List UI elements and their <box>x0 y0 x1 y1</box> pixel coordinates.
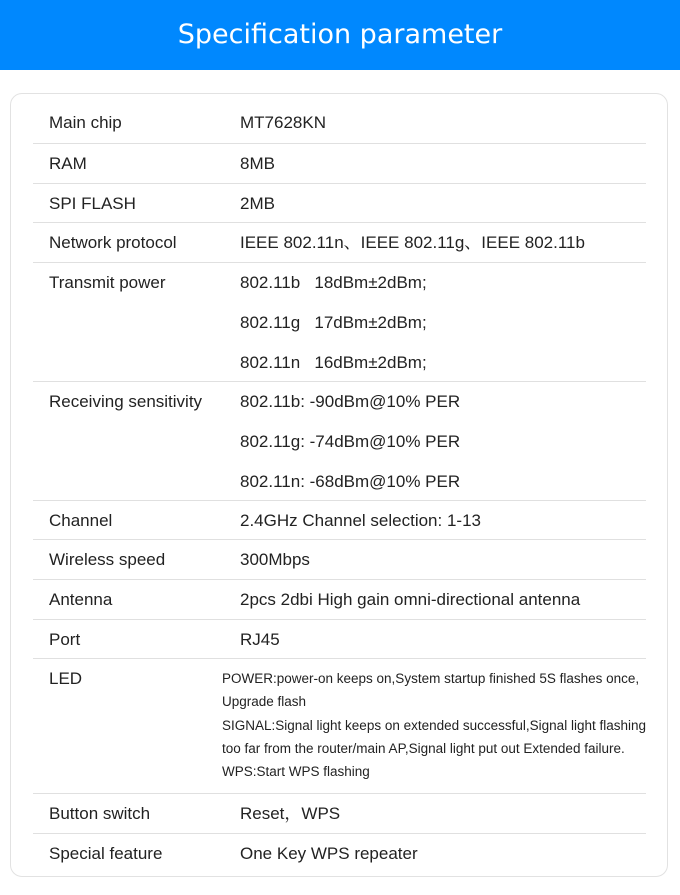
spec-row <box>33 794 646 834</box>
spec-value-line: Reset，WPS <box>240 804 341 823</box>
spec-value-line: too far from the router/main AP,Signal light put out Extended failure. <box>221 740 625 756</box>
spec-row <box>33 263 646 382</box>
spec-value-line: 802.11n 16dBm±2dBm; <box>240 353 427 372</box>
spec-value <box>240 540 646 579</box>
spec-value-line: One Key WPS repeater <box>240 844 418 863</box>
spec-row <box>33 659 646 794</box>
page-title: Specification parameter <box>177 19 503 50</box>
spec-label: SPI FLASH <box>49 194 136 213</box>
page-header <box>0 0 680 70</box>
spec-value <box>240 223 646 262</box>
spec-value <box>240 834 646 874</box>
spec-table <box>33 103 646 874</box>
spec-value-line: MT7628KN <box>240 113 326 132</box>
spec-value-line: RJ45 <box>240 630 280 649</box>
spec-value-line: 802.11n: -68dBm@10% PER <box>240 472 461 491</box>
spec-label: RAM <box>49 154 87 173</box>
spec-value-line: POWER:power-on keeps on,System startup finished 5S flashes once, <box>221 671 640 686</box>
spec-value-line: Upgrade flash <box>221 694 307 710</box>
spec-value <box>240 184 646 222</box>
spec-row <box>33 834 646 874</box>
spec-row <box>33 144 646 184</box>
spec-value <box>240 501 646 539</box>
spec-value-line: 300Mbps <box>240 550 310 569</box>
spec-row <box>33 580 646 620</box>
spec-label: Antenna <box>49 590 113 609</box>
spec-value-line: 802.11g 17dBm±2dBm; <box>240 313 427 332</box>
spec-value <box>222 659 646 793</box>
spec-value <box>240 580 646 619</box>
spec-value-line: 2MB <box>240 194 275 213</box>
spec-value <box>240 263 646 381</box>
spec-label: Button switch <box>49 804 151 823</box>
spec-value <box>240 144 646 183</box>
spec-label: LED <box>49 669 83 688</box>
spec-row <box>33 103 646 144</box>
spec-label: Main chip <box>49 113 122 132</box>
spec-value <box>240 382 646 500</box>
spec-value-line: 802.11b 18dBm±2dBm; <box>240 273 427 292</box>
spec-row <box>33 620 646 659</box>
spec-value <box>240 620 646 658</box>
spec-value-line: 802.11b: -90dBm@10% PER <box>240 392 461 411</box>
spec-label: Receiving sensitivity <box>49 392 203 411</box>
spec-value <box>240 103 646 143</box>
spec-label: Channel <box>49 511 113 530</box>
spec-value-line: 2.4GHz Channel selection: 1-13 <box>240 511 481 530</box>
spec-label: Network protocol <box>49 233 177 252</box>
spec-label: Transmit power <box>49 273 166 292</box>
spec-label: Special feature <box>49 844 163 863</box>
spec-row <box>33 223 646 263</box>
spec-label: Port <box>49 630 81 649</box>
spec-value <box>240 794 646 833</box>
spec-value-line: 2pcs 2dbi High gain omni-directional antenna <box>240 590 581 609</box>
spec-row <box>33 540 646 580</box>
spec-value-line: SIGNAL:Signal light keeps on extended successful,Signal light flashing <box>221 717 646 733</box>
spec-value-line: WPS:Start WPS flashing <box>221 764 370 780</box>
spec-row <box>33 501 646 540</box>
spec-value-line: IEEE 802.11n、IEEE 802.11g、IEEE 802.11b <box>240 233 585 252</box>
spec-row <box>33 382 646 501</box>
spec-value-line: 8MB <box>240 154 275 173</box>
spec-row <box>33 184 646 223</box>
spec-value-line: 802.11g: -74dBm@10% PER <box>240 432 461 451</box>
spec-label: Wireless speed <box>49 550 166 569</box>
